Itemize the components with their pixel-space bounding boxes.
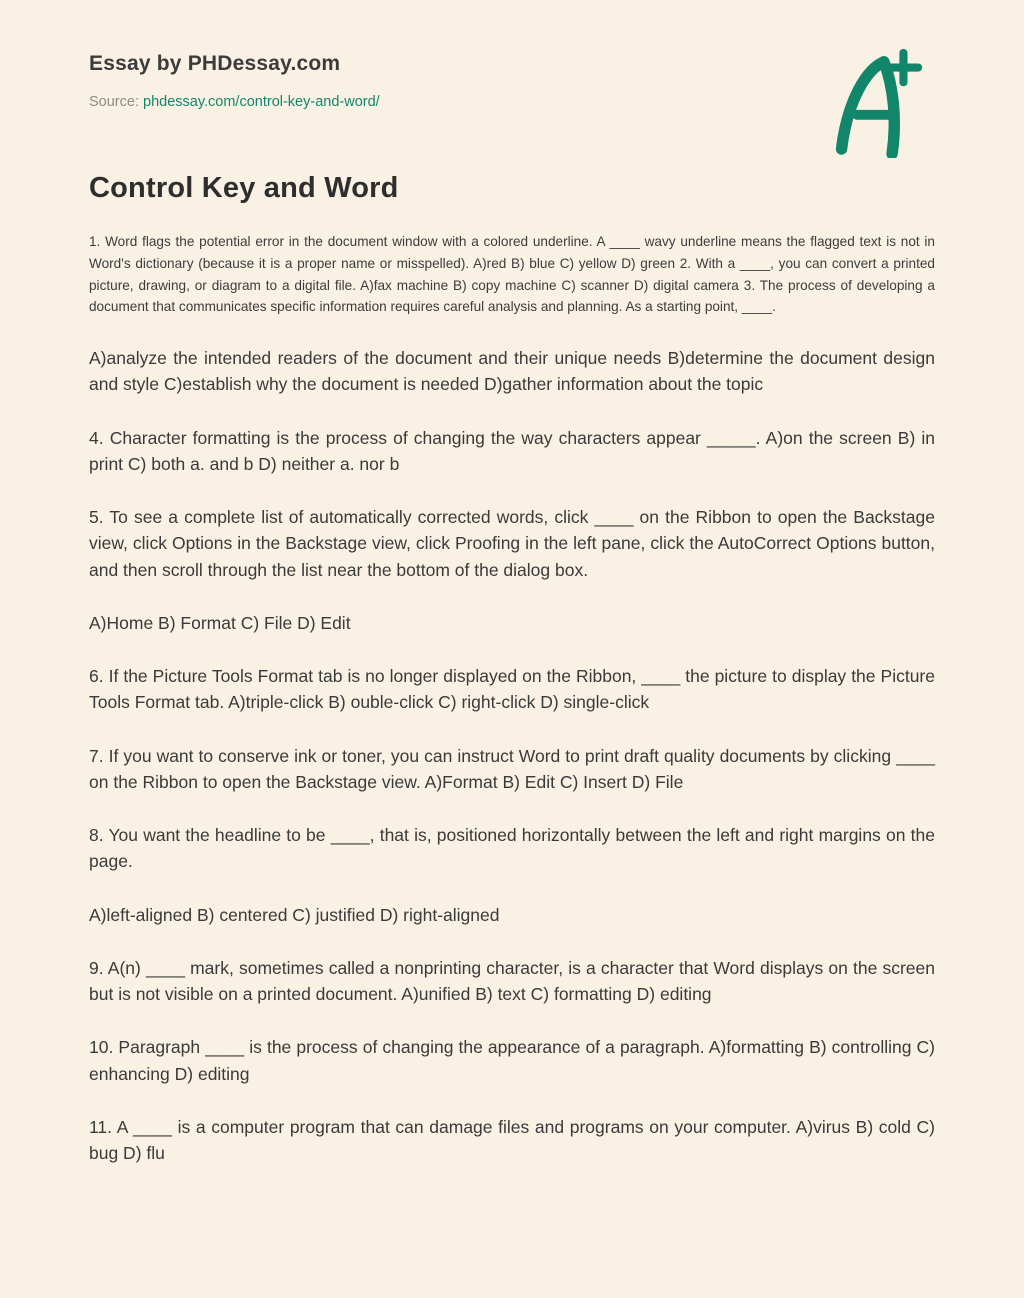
essay-paragraph: 10. Paragraph ____ is the process of changing the appearance of a paragraph. A)formatting B) controlling C) enhancing D) editing	[89, 1037, 935, 1084]
source-label: Source:	[89, 94, 139, 110]
essay-title: Control Key and Word	[89, 172, 399, 204]
source-line	[89, 94, 935, 110]
essay-paragraph: 8. You want the headline to be ____, that is, positioned horizontally between the left and right margins on the page.	[89, 825, 935, 872]
essay-paragraph: 5. To see a complete list of automatically corrected words, click ____ on the Ribbon to open the Backstage view, click Options in the Backstage view, click Proofing in the left pane, click the AutoCorrect Options button, and then scroll through the list near the bottom of the dialog box.	[89, 507, 935, 580]
essay-paragraph: A)left-aligned B) centered C) justified D) right-aligned	[89, 904, 500, 925]
essay-paragraph: 9. A(n) ____ mark, sometimes called a nonprinting character, is a character that Word displays on the screen but is not visible on a printed document. A)unified B) text C) formatting D) editing	[89, 957, 935, 1004]
essay-paragraph: A)analyze the intended readers of the document and their unique needs B)determine the document design and style C)establish why the document is needed D)gather information about the topic	[89, 348, 935, 395]
page-header	[89, 52, 935, 110]
source-link[interactable]: phdessay.com/control-key-and-word/	[143, 94, 380, 110]
essay-paragraph: 7. If you want to conserve ink or toner, you can instruct Word to print draft quality documents by clicking ____ on the Ribbon to open the Backstage view. A)Format B) Edit C) Insert D) File	[89, 745, 935, 792]
site-title: Essay by PHDessay.com	[89, 52, 341, 75]
essay-paragraph: 11. A ____ is a computer program that can damage files and programs on your computer. A)virus B) cold C) bug D) flu	[89, 1116, 935, 1163]
essay-intro-paragraph: 1. Word flags the potential error in the document window with a colored underline. A ____ wavy underline means the flagged text is not in Word's dictionary (because it is a proper name or misspelled). A)red B) blue C) yellow D) green 2. With a ____, you can convert a printed picture, drawing, or diagram to a digital file. A)fax machine B) copy machine C) scanner D) digital camera 3. The process of developing a document that communicates specific information requires careful analysis and planning. As a starting point, ____.	[89, 234, 935, 315]
essay-paragraph: 6. If the Picture Tools Format tab is no longer displayed on the Ribbon, ____ the picture to display the Picture Tools Format tab. A)triple-click B) ouble-click C) right-click D) single-click	[89, 666, 935, 713]
a-plus-logo-icon	[830, 48, 928, 158]
essay-paragraph: 4. Character formatting is the process of changing the way characters appear _____. A)on the screen B) in print C) both a. and b D) neither a. nor b	[89, 427, 935, 474]
essay-paragraph: A)Home B) Format C) File D) Edit	[89, 612, 351, 633]
essay-content	[89, 172, 935, 1166]
